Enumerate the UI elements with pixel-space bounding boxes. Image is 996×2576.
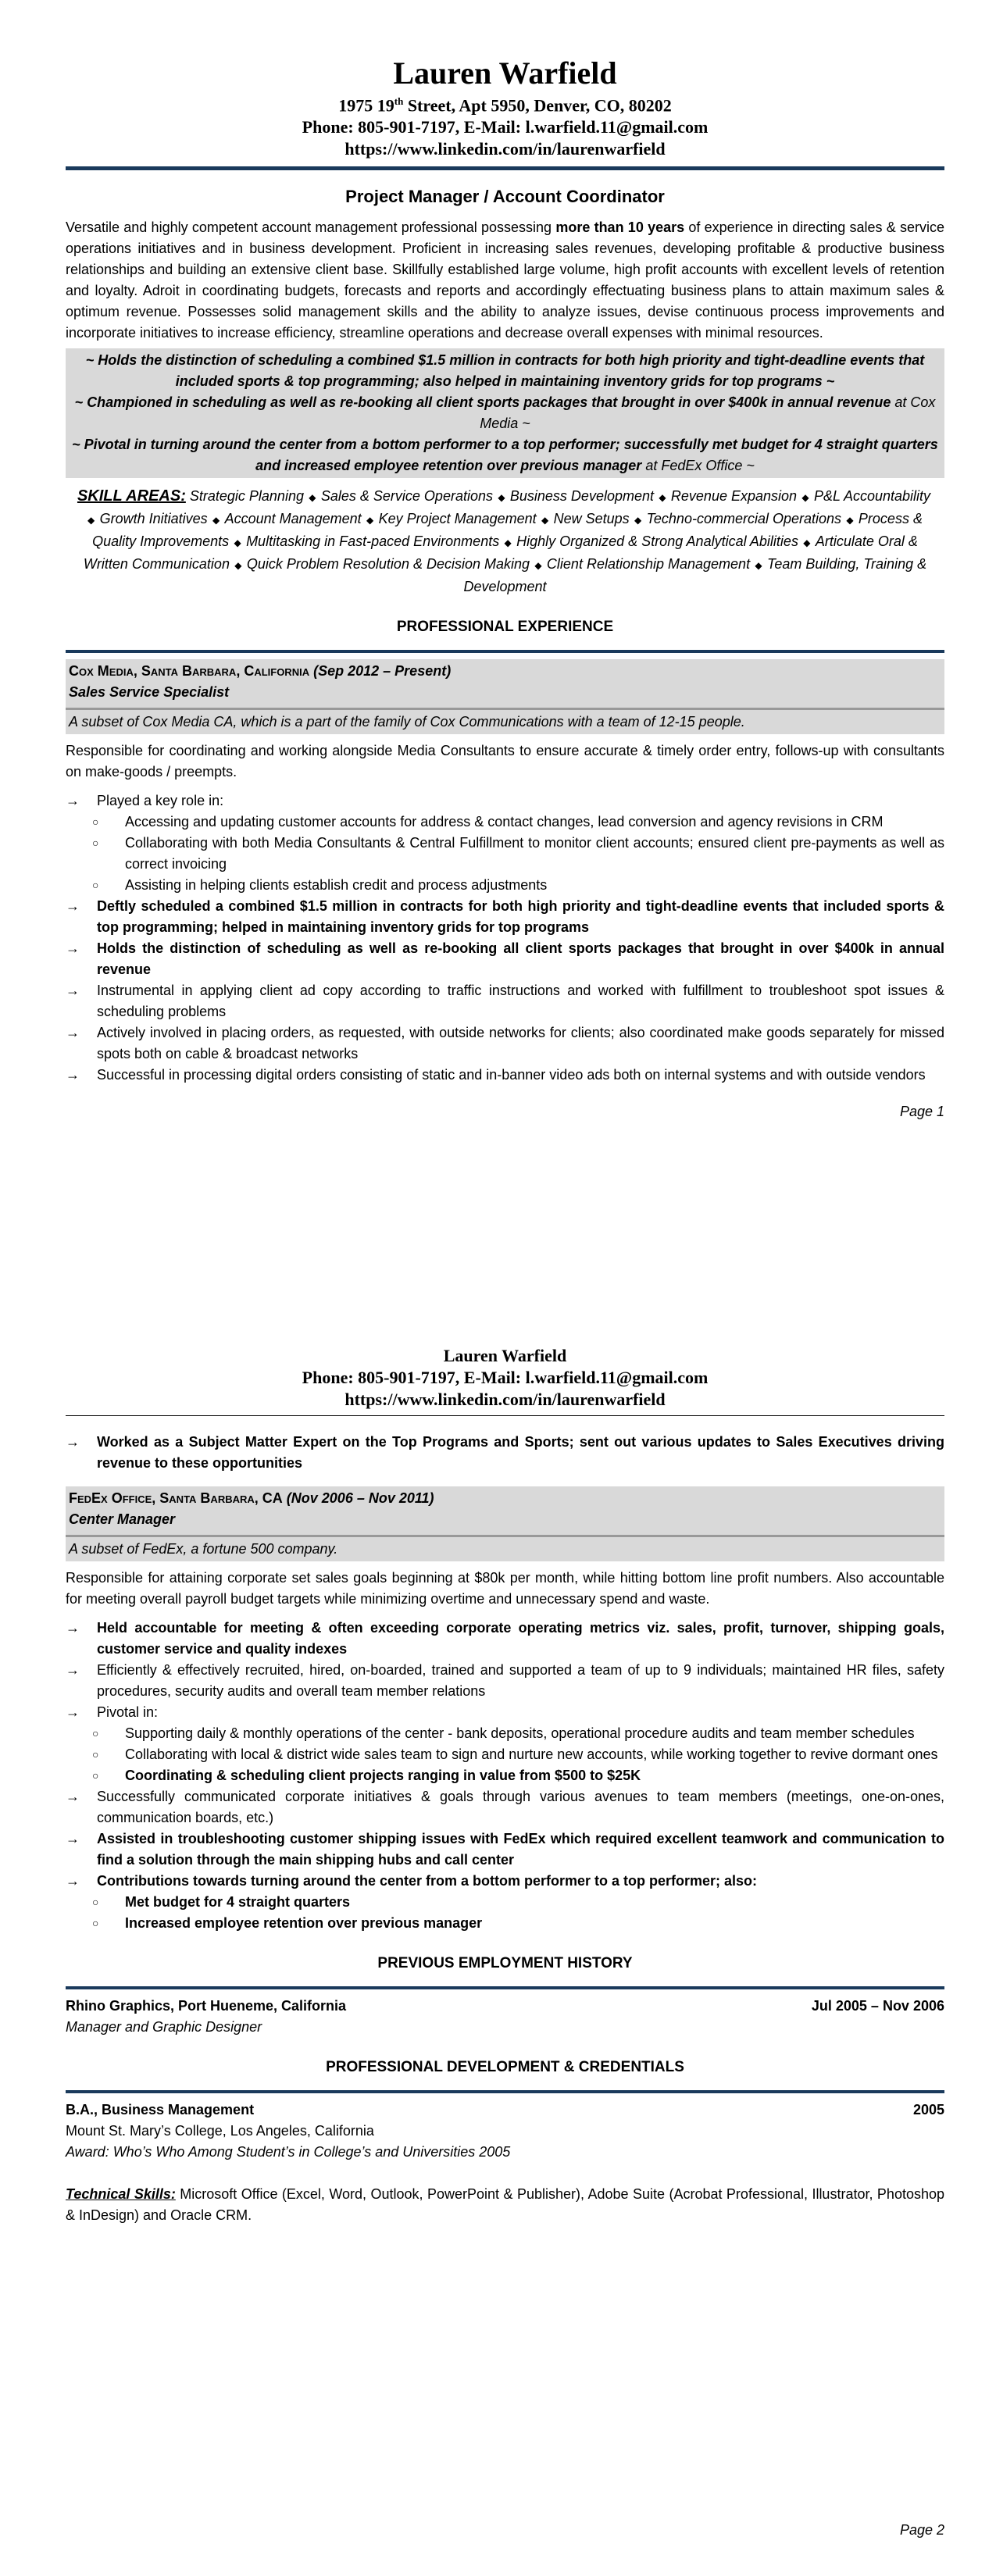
linkedin-url[interactable]: https://www.linkedin.com/in/laurenwarfield [344,139,666,159]
arrow-icon: → [66,1789,80,1804]
bullet-text: Worked as a Subject Matter Expert on the Top Programs and Sports; sent out various updates to Sales Executives driving revenue to these opportunities [97,1434,944,1471]
arrow-icon: → [66,898,80,915]
sub-bullet-text: Accessing and updating customer accounts for address & contact changes, lead conversion and agency revisions in CRM [125,814,884,830]
role-title: Project Manager / Account Coordinator [345,187,665,207]
skill-areas-label: SKILL AREAS: [77,487,186,505]
bullet-text: Instrumental in applying client ad copy according to traffic instructions and worked with fulfillment to troubleshoot spot issues & scheduling problems [97,983,944,1020]
address-line: 1975 19 [338,95,394,116]
fedex-achievements [66,1618,944,1934]
arrow-icon: → [66,793,80,809]
skill-item: Multitasking in Fast-paced Environments [246,533,500,550]
summary-text: Versatile and highly competent account management professional possessing [66,219,556,236]
linkedin-url[interactable]: https://www.linkedin.com/in/laurenwarfield [344,1390,666,1409]
circle-bullet-icon: ○ [92,1748,99,1761]
skill-item: Client Relationship Management [546,556,751,573]
skill-item: Revenue Expansion [670,488,798,505]
candidate-name-small: Lauren Warfield [443,1346,567,1365]
arrow-icon: → [66,983,80,999]
sub-bullet-text: Coordinating & scheduling client projects ranging in value from $500 to $25K [125,1768,641,1783]
list-item [66,790,944,896]
skill-item: Strategic Planning [189,488,304,505]
bullet-text: Efficiently & effectively recruited, hired, on-boarded, trained and supported a team of up to 9 individuals; maintained HR files, safety procedures, security audits and overall team member relations [97,1662,944,1699]
school: Mount St. Mary’s College, Los Angeles, California [66,2123,374,2139]
diamond-bullet-icon: ◆ [800,537,813,549]
award: Award: Who’s Who Among Student’s in College’s and Universities 2005 [66,2144,511,2160]
job-title: Sales Service Specialist [69,684,230,701]
job-header-cox [66,659,944,710]
skill-item: P&L Accountability [813,488,931,505]
job-dates: (Nov 2006 – Nov 2011) [286,1490,434,1506]
bullet-text: Played a key role in: [97,793,224,809]
list-item [66,896,944,938]
technical-skills [66,2184,944,2226]
cox-achievements [66,790,944,1086]
skill-list [84,488,933,594]
address-line-rest: Street, Apt 5950, Denver, CO, 80202 [403,95,672,116]
sub-list-item [92,1744,944,1765]
sub-list-item [92,1913,944,1934]
ordinal-suffix: th [394,95,404,107]
list-item [66,1829,944,1871]
skill-item: Team Building, Training & Development [463,556,927,595]
resume-page-2 [66,1345,944,2226]
bullet-text: Holds the distinction of scheduling as well as re-booking all client sports packages that brought in over $400k in annual revenue [97,940,944,978]
bullet-text: Successfully communicated corporate initiatives & goals through various avenues to team members (meetings, one-on-ones, communication boards, etc.) [97,1789,944,1825]
sub-bullet-text: Increased employee retention over previous manager [125,1915,483,1931]
circle-bullet-icon: ○ [92,815,99,829]
contact-line: Phone: 805-901-7197, E-Mail: l.warfield.11@gmail.com [302,1368,709,1387]
company-name: Cox Media, Santa Barbara, California [69,663,310,680]
skill-item: Process & Quality Improvements [92,511,923,550]
section-heading-experience: PROFESSIONAL EXPERIENCE [396,619,614,636]
highlight-item [69,350,941,392]
arrow-icon: → [66,1704,80,1720]
bullet-text: Deftly scheduled a combined $1.5 million in contracts for both high priority and tight-deadline events that included sports & top programming; helped in maintaining inventory grids for top programs [97,898,944,936]
bullet-text: Assisted in troubleshooting customer shipping issues with FedEx which required excellent teamwork and communication to find a solution through the main shipping hubs and call center [97,1831,944,1868]
diamond-bullet-icon: ◆ [87,515,98,526]
highlight-text: ~ Pivotal in turning around the center from a bottom performer to a top performer; successfully met budget for 4 straight quarters and increased employee retention over previous manager [72,437,938,474]
arrow-icon: → [66,1831,80,1846]
skill-item: Account Management [224,511,362,527]
sub-list [92,812,944,896]
list-item [66,938,944,980]
summary-paragraph [66,217,944,344]
job-responsibility: Responsible for attaining corporate set sales goals beginning at $80k per month, while hitting bottom line profit numbers. Also accountable for meeting overall payroll budget targets while minimizing overtime and unnecessary spend and waste. [66,1570,944,1607]
company-description: A subset of FedEx, a fortune 500 company. [66,1537,944,1561]
diamond-bullet-icon: ◆ [538,515,552,526]
job-title: Center Manager [69,1511,176,1527]
skill-item: Techno-commercial Operations [646,511,842,527]
highlight-text: ~ Holds the distinction of scheduling a combined $1.5 million in contracts for both high priority and tight-deadline events that included sports & top programming; also helped in maintaining inventory grids for top programs ~ [85,352,925,390]
section-divider [66,650,944,653]
address [66,91,944,116]
diamond-bullet-icon: ◆ [305,492,319,504]
technical-skills-text: Microsoft Office (Excel, Word, Outlook, PowerPoint & Publisher), Adobe Suite (Acrobat Professional, Illustrator, Photoshop & InDesign) and Oracle CRM. [66,2186,944,2223]
arrow-icon: → [66,1025,80,1041]
bullet-text: Successful in processing digital orders consisting of static and in-banner video ads both on internal systems and with outside vendors [97,1067,926,1083]
sub-bullet-text: Met budget for 4 straight quarters [125,1894,351,1910]
highlight-text: ~ Championed in scheduling as well as re-booking all client sports packages that brought in over $400k in annual revenue [74,394,891,411]
list-item [66,1065,944,1086]
career-highlights [66,348,944,478]
highlight-employer: at Cox Media ~ [480,394,936,432]
diamond-bullet-icon: ◆ [494,492,508,504]
sub-bullet-text: Assisting in helping clients establish credit and process adjustments [125,877,548,894]
sub-list-item [92,1765,944,1786]
list-item [66,1022,944,1065]
skill-item: New Setups [553,511,630,527]
highlight-item [69,434,941,476]
skill-item: Articulate Oral & Written Communication [83,533,918,573]
list-item [66,1618,944,1660]
sub-list [92,1723,944,1786]
diamond-bullet-icon: ◆ [799,492,812,504]
candidate-name: Lauren Warfield [393,55,617,91]
arrow-icon: → [66,1620,80,1636]
list-item [66,1702,944,1786]
job-header-fedex [66,1486,944,1537]
list-item [66,980,944,1022]
arrow-icon: → [66,940,80,957]
list-item [66,1660,944,1702]
diamond-bullet-icon: ◆ [231,560,245,572]
diamond-bullet-icon: ◆ [209,515,223,526]
diamond-bullet-icon: ◆ [752,560,765,572]
section-divider [66,2090,944,2093]
list-item [66,1786,944,1829]
sub-list [92,1892,944,1934]
company-description: A subset of Cox Media CA, which is a part of the family of Cox Communications with a team of 12-15 people. [66,710,944,734]
section-divider [66,1986,944,1989]
diamond-bullet-icon: ◆ [656,492,669,504]
diamond-bullet-icon: ◆ [231,537,245,549]
cox-continued [66,1432,944,1474]
circle-bullet-icon: ○ [92,837,99,850]
circle-bullet-icon: ○ [92,1896,99,1908]
degree-year: 2005 [912,2102,944,2118]
job-title: Manager and Graphic Designer [66,2019,262,2035]
bullet-text: Held accountable for meeting & often exceeding corporate operating metrics viz. sales, profit, turnover, shipping goals, customer service and quality indexes [97,1620,944,1657]
summary-emphasis: more than 10 years [555,219,685,236]
bullet-text: Pivotal in: [97,1704,159,1720]
arrow-icon: → [66,1067,80,1083]
job-dates: Jul 2005 – Nov 2006 [811,1998,944,2014]
arrow-icon: → [66,1434,80,1450]
skill-item: Quick Problem Resolution & Decision Making [246,556,530,573]
skill-item: Sales & Service Operations [320,488,493,505]
company-name: Rhino Graphics, Port Hueneme, California [66,1998,347,2014]
page-number: Page 2 [899,2522,944,2538]
sub-list-item [92,1723,944,1744]
skill-item: Key Project Management [378,511,537,527]
diamond-bullet-icon: ◆ [363,515,377,526]
highlight-employer: at FedEx Office ~ [641,458,755,474]
sub-list-item [92,833,944,875]
bullet-text: Actively involved in placing orders, as requested, with outside networks for clients; also coordinated make goods separately for missed spots both on cable & broadcast networks [97,1025,944,1062]
diamond-bullet-icon: ◆ [631,515,644,526]
diamond-bullet-icon: ◆ [844,515,856,526]
header-divider [66,166,944,170]
circle-bullet-icon: ○ [92,1917,99,1929]
page-number: Page 1 [899,1104,944,1120]
sub-list-item [92,1892,944,1913]
arrow-icon: → [66,1873,80,1889]
sub-bullet-text: Supporting daily & monthly operations of the center - bank deposits, operational procedure audits and team member schedules [125,1725,915,1741]
list-item [66,1432,944,1474]
contact-line: Phone: 805-901-7197, E-Mail: l.warfield.11@gmail.com [302,117,709,137]
section-heading-credentials: PROFESSIONAL DEVELOPMENT & CREDENTIALS [326,2059,684,2075]
company-name: FedEx Office, Santa Barbara, CA [69,1490,283,1506]
previous-job-row [66,1996,944,2017]
circle-bullet-icon: ○ [92,1769,99,1782]
sub-list-item [92,875,944,896]
circle-bullet-icon: ○ [92,879,99,892]
summary-text-rest: of experience in directing sales & service operations initiatives and in business development. Proficient in increasing sales revenues, developing profitable & productive business relationships and building an extensive client base. Skillfully established large volume, high profit accounts with excellent levels of retention and loyalty. Adroit in coordinating budgets, forecasts and reports and accordingly effectuating business plans to attain maximum sales & optimum revenue. Possesses solid management skills and the ability to analyze issues, devise continuous process improvements and incorporate initiatives to increase efficiency, streamline operations and decrease overall expenses with minimal resources. [66,219,944,341]
job-responsibility: Responsible for coordinating and working alongside Media Consultants to ensure accurate & timely order entry, follows-up with consultants on make-goods / preempts. [66,743,944,780]
job-dates: (Sep 2012 – Present) [313,663,452,680]
skill-item: Business Development [509,488,654,505]
skill-areas [66,486,944,598]
bullet-text: Contributions towards turning around the center from a bottom performer to a top performer; also: [97,1873,758,1889]
circle-bullet-icon: ○ [92,1727,99,1739]
highlight-item [69,392,941,434]
resume-page-1 [66,56,944,1122]
arrow-icon: → [66,1662,80,1678]
degree-row [66,2100,944,2121]
degree: B.A., Business Management [66,2102,255,2118]
sub-list-item [92,812,944,833]
diamond-bullet-icon: ◆ [502,537,515,549]
diamond-bullet-icon: ◆ [532,560,544,572]
section-heading-previous: PREVIOUS EMPLOYMENT HISTORY [377,1955,633,1971]
skill-item: Growth Initiatives [99,511,208,527]
header-divider [66,1415,944,1416]
skill-item: Highly Organized & Strong Analytical Abilities [516,533,798,550]
sub-bullet-text: Collaborating with local & district wide sales team to sign and nurture new accounts, while working together to revive dormant ones [125,1746,938,1762]
list-item [66,1871,944,1934]
technical-skills-label: Technical Skills: [66,2186,176,2202]
sub-bullet-text: Collaborating with both Media Consultants & Central Fulfillment to monitor client accounts; ensured client pre-payments as well as correct invoicing [125,835,944,872]
